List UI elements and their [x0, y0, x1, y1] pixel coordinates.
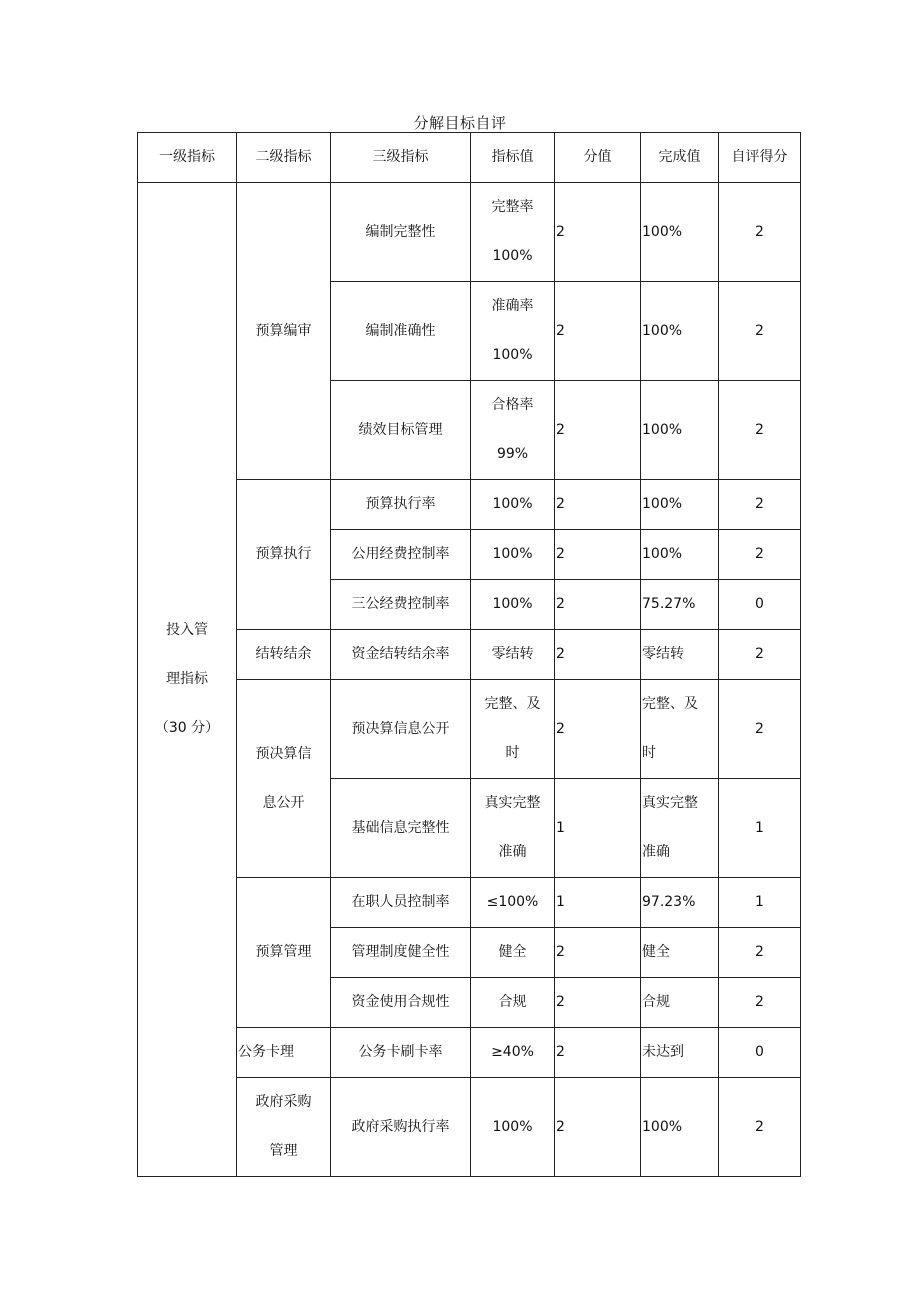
score-cell: 2 [555, 381, 641, 480]
score-cell: 2 [555, 630, 641, 680]
self-score-cell: 2 [719, 480, 801, 530]
self-score-cell: 2 [719, 1078, 801, 1177]
completion-cell: 未达到 [641, 1028, 719, 1078]
self-score-cell: 2 [719, 282, 801, 381]
indicator-value-cell: 健全 [471, 928, 555, 978]
level2-cell: 预决算信 息公开 [237, 680, 331, 878]
level3-cell: 绩效目标管理 [331, 381, 471, 480]
level3-cell: 管理制度健全性 [331, 928, 471, 978]
indicator-value-cell: 合规 [471, 978, 555, 1028]
score-cell: 2 [555, 680, 641, 779]
score-cell: 2 [555, 1028, 641, 1078]
level3-cell: 公务卡刷卡率 [331, 1028, 471, 1078]
indicator-value-cell: 完整、及 时 [471, 680, 555, 779]
level3-cell: 基础信息完整性 [331, 779, 471, 878]
document-title: 分解目标自评 [413, 114, 507, 132]
self-score-cell: 2 [719, 928, 801, 978]
score-cell: 2 [555, 480, 641, 530]
completion-cell: 100% [641, 381, 719, 480]
self-evaluation-table [137, 132, 801, 1177]
score-cell: 2 [555, 183, 641, 282]
table-row [138, 183, 801, 282]
completion-cell: 零结转 [641, 630, 719, 680]
level3-cell: 政府采购执行率 [331, 1078, 471, 1177]
header-level1: 一级指标 [138, 133, 237, 183]
header-level3: 三级指标 [331, 133, 471, 183]
level3-cell: 三公经费控制率 [331, 580, 471, 630]
score-cell: 2 [555, 1078, 641, 1177]
table-row [138, 878, 801, 928]
self-score-cell: 1 [719, 878, 801, 928]
table-row [138, 630, 801, 680]
completion-cell: 100% [641, 480, 719, 530]
header-completion: 完成值 [641, 133, 719, 183]
header-score: 分值 [555, 133, 641, 183]
self-score-cell: 2 [719, 978, 801, 1028]
level2-cell: 结转结余 [237, 630, 331, 680]
score-cell: 2 [555, 282, 641, 381]
header-self-score: 自评得分 [719, 133, 801, 183]
indicator-value-cell: 完整率 100% [471, 183, 555, 282]
level3-cell: 资金结转结余率 [331, 630, 471, 680]
header-indicator-value: 指标值 [471, 133, 555, 183]
completion-cell: 100% [641, 183, 719, 282]
table-row [138, 1028, 801, 1078]
completion-cell: 75.27% [641, 580, 719, 630]
self-score-cell: 2 [719, 530, 801, 580]
table-header-row [138, 133, 801, 183]
level2-cell: 政府采购 管理 [237, 1078, 331, 1177]
level2-cell: 公务卡理 [237, 1028, 331, 1078]
table-row [138, 1078, 801, 1177]
self-score-cell: 2 [719, 630, 801, 680]
level2-cell: 预算管理 [237, 878, 331, 1028]
indicator-value-cell: 100% [471, 1078, 555, 1177]
level2-cell: 预算执行 [237, 480, 331, 630]
indicator-value-cell: 100% [471, 580, 555, 630]
score-cell: 2 [555, 580, 641, 630]
score-cell: 1 [555, 878, 641, 928]
self-score-cell: 2 [719, 381, 801, 480]
score-cell: 2 [555, 928, 641, 978]
level3-cell: 编制完整性 [331, 183, 471, 282]
indicator-value-cell: 合格率 99% [471, 381, 555, 480]
indicator-value-cell: 100% [471, 480, 555, 530]
self-score-cell: 0 [719, 580, 801, 630]
level3-cell: 在职人员控制率 [331, 878, 471, 928]
completion-cell: 合规 [641, 978, 719, 1028]
level2-cell: 预算编审 [237, 183, 331, 480]
indicator-value-cell: 准确率 100% [471, 282, 555, 381]
level3-cell: 编制准确性 [331, 282, 471, 381]
level3-cell: 预算执行率 [331, 480, 471, 530]
self-score-cell: 1 [719, 779, 801, 878]
level3-cell: 资金使用合规性 [331, 978, 471, 1028]
indicator-value-cell: 真实完整 准确 [471, 779, 555, 878]
table-row [138, 480, 801, 530]
table-row [138, 680, 801, 779]
level3-cell: 公用经费控制率 [331, 530, 471, 580]
level1-cell: 投入管 理指标 （30 分） [138, 183, 237, 1177]
self-score-cell: 2 [719, 183, 801, 282]
score-cell: 1 [555, 779, 641, 878]
score-cell: 2 [555, 530, 641, 580]
self-score-cell: 2 [719, 680, 801, 779]
completion-cell: 真实完整 准确 [641, 779, 719, 878]
indicator-value-cell: ≥40% [471, 1028, 555, 1078]
completion-cell: 健全 [641, 928, 719, 978]
indicator-value-cell: ≤100% [471, 878, 555, 928]
header-level2: 二级指标 [237, 133, 331, 183]
completion-cell: 100% [641, 530, 719, 580]
completion-cell: 100% [641, 282, 719, 381]
indicator-value-cell: 零结转 [471, 630, 555, 680]
score-cell: 2 [555, 978, 641, 1028]
completion-cell: 97.23% [641, 878, 719, 928]
level3-cell: 预决算信息公开 [331, 680, 471, 779]
self-score-cell: 0 [719, 1028, 801, 1078]
completion-cell: 100% [641, 1078, 719, 1177]
completion-cell: 完整、及 时 [641, 680, 719, 779]
indicator-value-cell: 100% [471, 530, 555, 580]
